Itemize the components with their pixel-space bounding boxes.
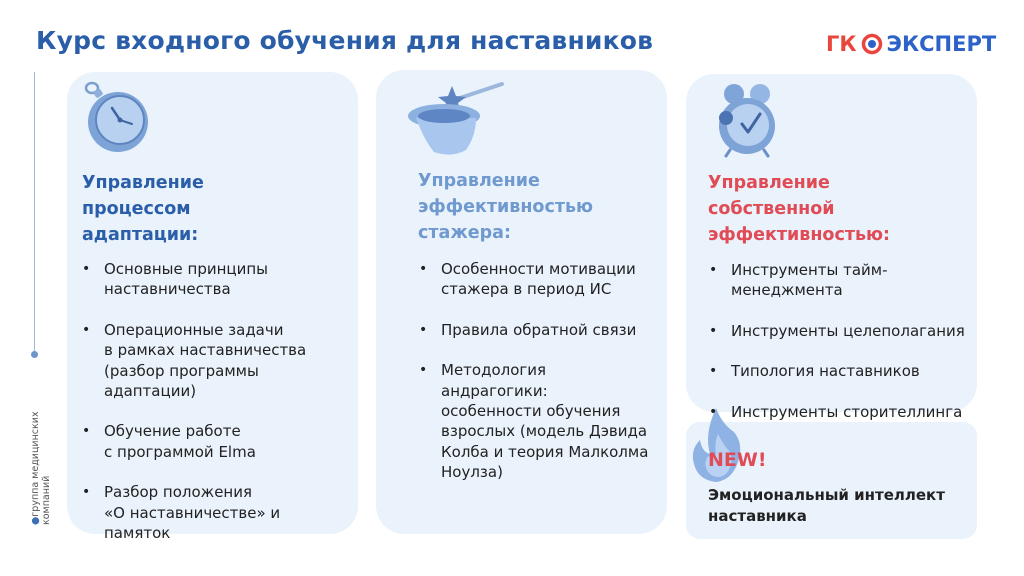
sidebar-line (34, 72, 35, 354)
heading-self: Управление собственной эффективностью: (708, 173, 891, 245)
alarm-clock-icon (714, 82, 780, 158)
company-logo (826, 28, 996, 60)
list-item: • Основные принципы наставничества (80, 259, 345, 300)
list-item: • Типология наставников (707, 361, 1007, 381)
logo-ring-icon (861, 33, 883, 55)
list-self (707, 260, 1007, 442)
heading-adaptation: Управление процессом адаптации: (82, 173, 204, 245)
list-item: • Инструменты целеполагания (707, 321, 1007, 341)
list-item: • Правила обратной связи (417, 320, 682, 340)
caption-bullet-icon: ● (30, 516, 41, 525)
new-topic: Эмоциональный интеллект наставника (708, 486, 945, 525)
list-item: • Методология андрагогики: особенности обучения взрослых (модель Дэвида Колба и теория Малколма Ноулза) (417, 360, 682, 482)
list-item: • Операционные задачи в рамках наставничества (разбор программы адаптации) (80, 320, 345, 402)
list-trainee (417, 259, 682, 503)
list-adaptation (80, 259, 345, 563)
magic-hat-icon (404, 80, 506, 160)
stopwatch-icon (82, 80, 156, 156)
list-item: • Обучение работе с программой Elma (80, 421, 345, 462)
sidebar-caption: ●группа медицинских компаний (30, 411, 52, 525)
logo-left-text: ГК (826, 32, 857, 56)
page-title: Курс входного обучения для наставников (36, 26, 654, 55)
list-item: • Инструменты тайм- менеджмента (707, 260, 1007, 301)
sidebar-dot (31, 351, 38, 358)
new-badge: NEW! (708, 449, 767, 471)
list-item: • Разбор положения «О наставничестве» и памяток (80, 482, 345, 543)
list-item: • Инструменты сторителлинга (707, 402, 1007, 422)
heading-trainee: Управление эффективностью стажера: (418, 171, 594, 243)
logo-right-text: ЭКСПЕРТ (886, 32, 997, 56)
list-item: • Особенности мотивации стажера в период ИС (417, 259, 682, 300)
